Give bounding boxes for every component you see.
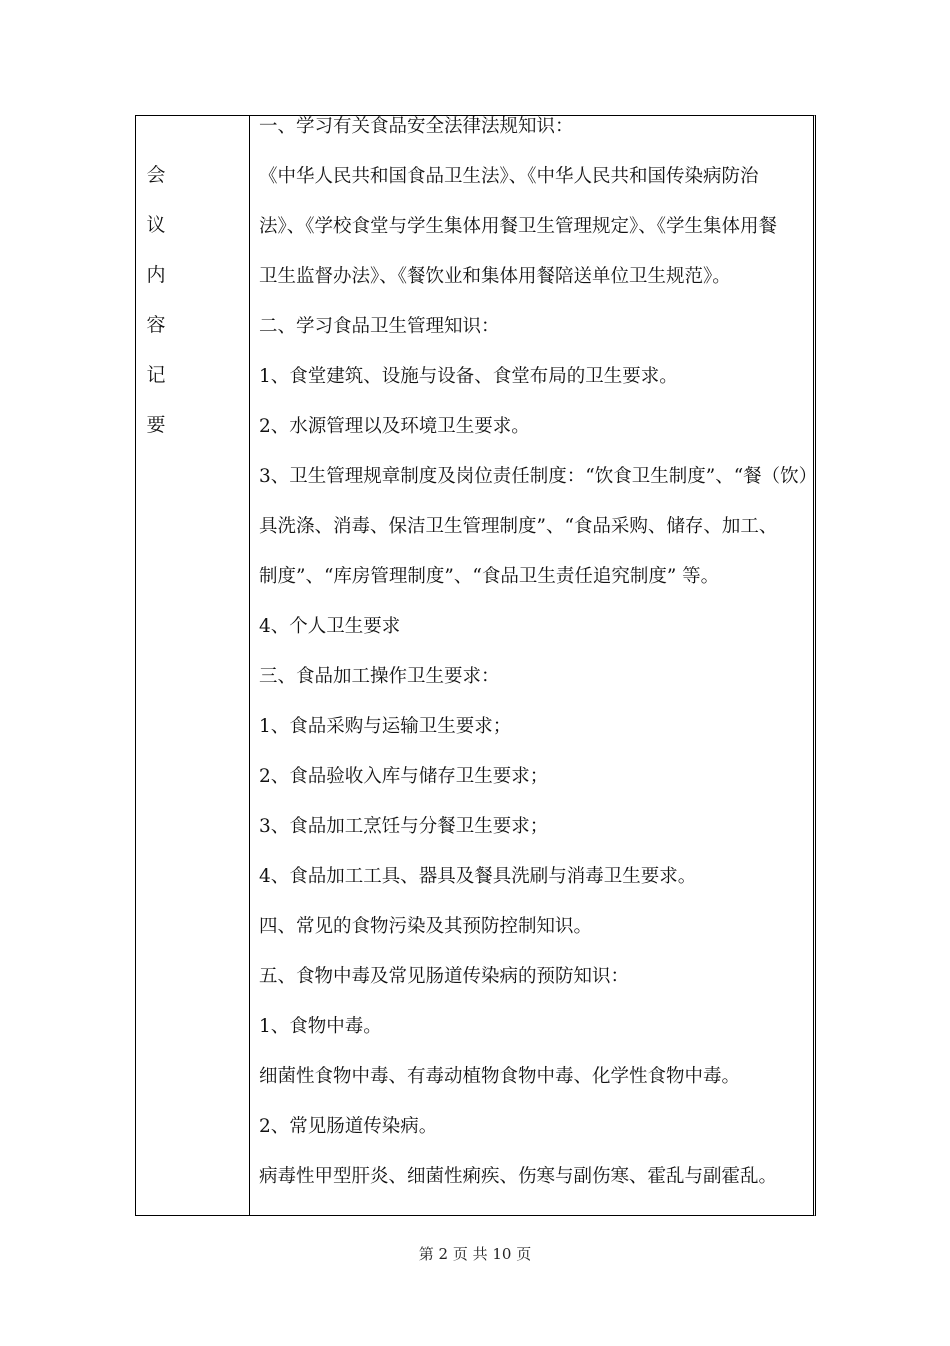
content-line: 病毒性甲型肝炎、细菌性痢疾、伤寒与副伤寒、霍乱与副霍乱。 xyxy=(259,1166,778,1187)
section-heading: 三、食品加工操作卫生要求： xyxy=(259,666,500,687)
content-line: 法》、《学校食堂与学生集体用餐卫生管理规定》、《学生集体用餐 xyxy=(259,216,778,237)
column-divider xyxy=(249,115,250,1216)
content-line: 卫生监督办法》、《餐饮业和集体用餐陪送单位卫生规范》。 xyxy=(259,266,731,287)
label-char: 内 xyxy=(146,264,166,286)
section-heading: 一、学习有关食品安全法律法规知识： xyxy=(259,116,574,137)
meeting-content-label xyxy=(136,150,249,450)
label-char: 记 xyxy=(146,364,166,386)
content-line: 1、食物中毒。 xyxy=(259,1016,382,1037)
content-line: 3、食品加工烹饪与分餐卫生要求； xyxy=(259,816,549,837)
content-line: 2、食品验收入库与储存卫生要求； xyxy=(259,766,549,787)
label-char: 容 xyxy=(146,314,166,336)
content-line: 《中华人民共和国食品卫生法》、《中华人民共和国传染病防治 xyxy=(259,166,759,187)
section-heading: 四、常见的食物污染及其预防控制知识。 xyxy=(259,916,593,937)
content-line: 1、食品采购与运输卫生要求； xyxy=(259,716,512,737)
meeting-content-text xyxy=(259,102,818,1202)
content-line: 1、食堂建筑、设施与设备、食堂布局的卫生要求。 xyxy=(259,366,678,387)
content-line: 3、卫生管理规章制度及岗位责任制度：“饮食卫生制度”、“餐（饮） xyxy=(259,466,818,487)
content-line: 2、常见肠道传染病。 xyxy=(259,1116,438,1137)
page-number: 第 2 页 共 10 页 xyxy=(418,1245,532,1263)
section-heading: 五、食物中毒及常见肠道传染病的预防知识： xyxy=(259,966,630,987)
label-char: 要 xyxy=(146,414,166,436)
content-line: 2、水源管理以及环境卫生要求。 xyxy=(259,416,530,437)
content-line: 细菌性食物中毒、有毒动植物食物中毒、化学性食物中毒。 xyxy=(259,1066,741,1087)
content-line: 4、食品加工工具、器具及餐具洗刷与消毒卫生要求。 xyxy=(259,866,697,887)
label-char: 会 xyxy=(146,164,166,186)
label-char: 议 xyxy=(146,214,166,236)
content-line: 制度”、“库房管理制度”、“食品卫生责任追究制度” 等。 xyxy=(259,566,720,587)
content-line: 具洗涤、消毒、保洁卫生管理制度”、“食品采购、储存、加工、 xyxy=(259,516,778,537)
content-line: 4、个人卫生要求 xyxy=(259,616,401,637)
section-heading: 二、学习食品卫生管理知识： xyxy=(259,316,500,337)
